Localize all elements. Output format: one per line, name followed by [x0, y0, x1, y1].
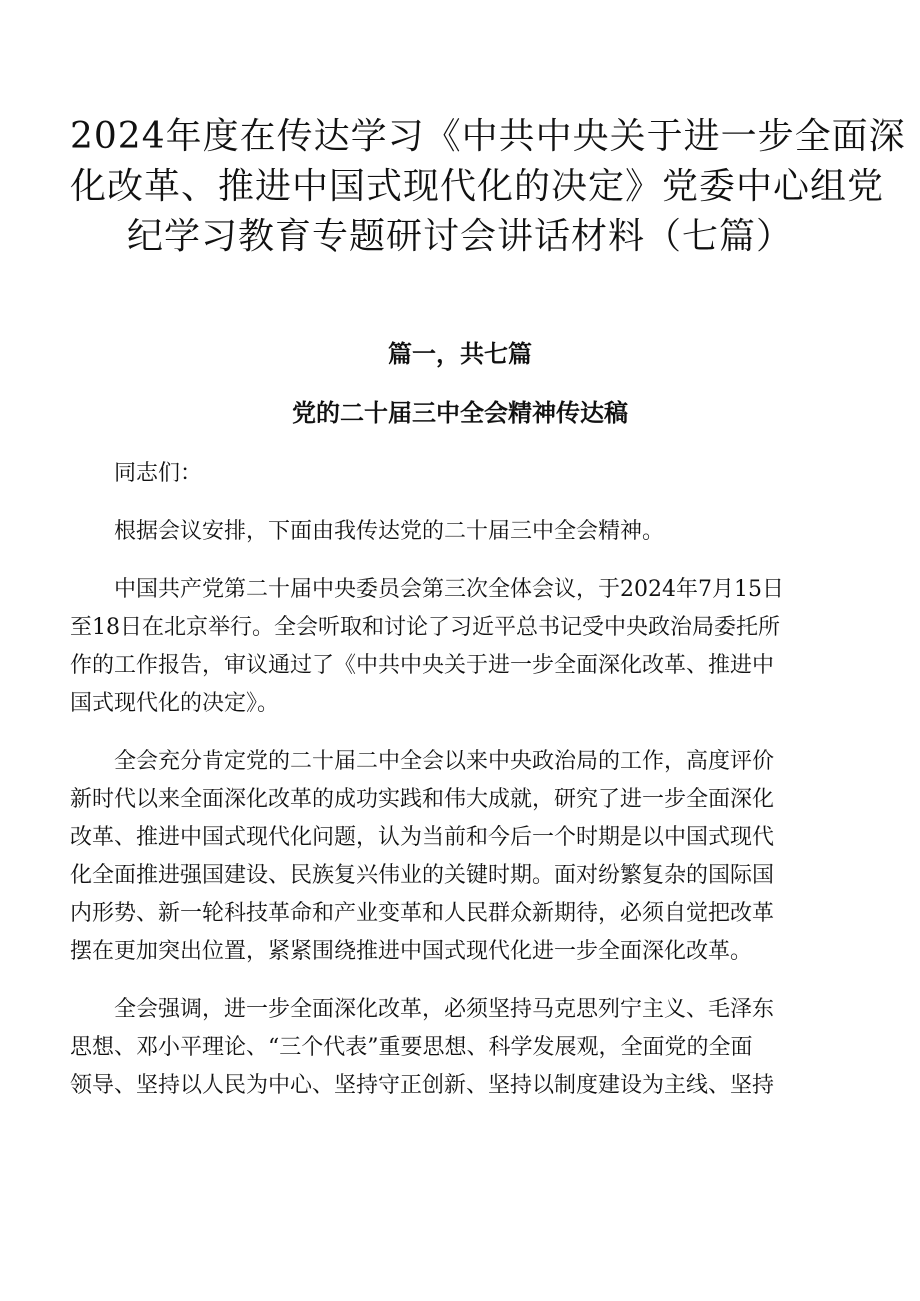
part-subtitle: 党的二十届三中全会精神传达稿	[292, 399, 628, 427]
paragraph-line: 国式现代化的决定》。	[70, 691, 280, 716]
paragraph-line: 思想、邓小平理论、“三个代表”重要思想、科学发展观，全面党的全面	[70, 1035, 753, 1060]
paragraph	[70, 513, 850, 551]
paragraph-line: 至18日在北京举行。全会听取和讨论了习近平总书记受中央政治局委托所	[70, 615, 780, 640]
paragraph-line: 作的工作报告，审议通过了《中共中央关于进一步全面深化改革、推进中	[70, 653, 775, 678]
paragraph-line: 全会充分肯定党的二十届二中全会以来中央政治局的工作，高度评价	[114, 749, 775, 774]
document-body	[70, 455, 850, 1125]
paragraph-line: 领导、坚持以人民为中心、坚持守正创新、坚持以制度建设为主线、坚持	[70, 1073, 775, 1098]
paragraph-line: 新时代以来全面深化改革的成功实践和伟大成就，研究了进一步全面深化	[70, 787, 775, 812]
title-line: 2024年度在传达学习《中共中央关于进一步全面深	[70, 116, 906, 157]
paragraph	[70, 571, 850, 723]
paragraph-line: 摆在更加突出位置，紧紧围绕推进中国式现代化进一步全面深化改革。	[70, 939, 753, 964]
title-line: 化改革、推进中国式现代化的决定》党委中心组党	[70, 166, 885, 207]
document-title	[70, 112, 906, 262]
paragraph	[70, 991, 850, 1105]
paragraph-line: 内形势、新一轮科技革命和产业变革和人民群众新期待，必须自觉把改革	[70, 901, 775, 926]
paragraph	[70, 743, 850, 971]
part-label: 篇一，共七篇	[388, 340, 532, 368]
paragraph-line: 全会强调，进一步全面深化改革，必须坚持马克思列宁主义、毛泽东	[114, 997, 775, 1022]
title-line: 纪学习教育专题研讨会讲话材料（七篇）	[126, 216, 793, 257]
salutation: 同志们：	[114, 461, 203, 486]
paragraph-line: 化全面推进强国建设、民族复兴伟业的关键时期。面对纷繁复杂的国际国	[70, 863, 775, 888]
paragraph-line: 根据会议安排，下面由我传达党的二十届三中全会精神。	[114, 519, 665, 544]
paragraph-line: 改革、推进中国式现代化问题，认为当前和今后一个时期是以中国式现代	[70, 825, 775, 850]
paragraph-line: 中国共产党第二十届中央委员会第三次全体会议，于2024年7月15日	[114, 577, 784, 602]
